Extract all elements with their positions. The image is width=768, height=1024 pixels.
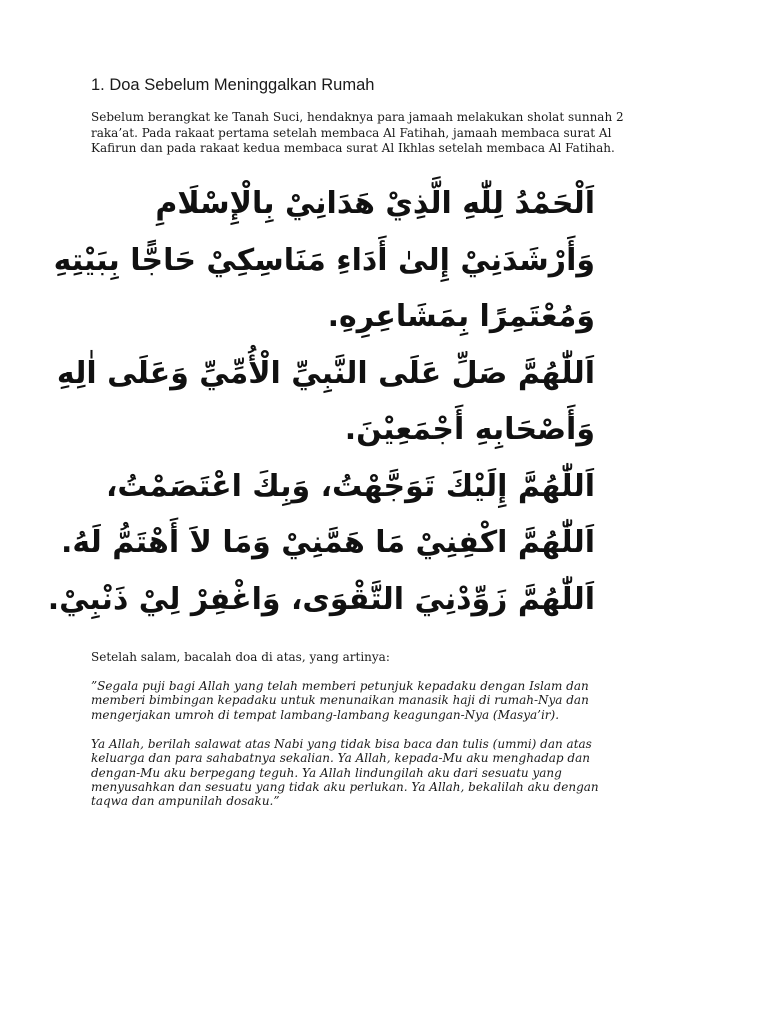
arabic-prayer-line: وَمُعْتَمِرًا بِمَشَاعِرِهِ. [327, 299, 595, 334]
arabic-prayer-line: اَلْحَمْدُ لِلّٰهِ الَّذِيْ هَدَانِيْ بِالْإِسْلَامِ [155, 186, 595, 221]
translation-line: keluarga dan para sahabatnya sekalian. Ya Allah, kepada-Mu aku menghadap dan [91, 751, 590, 766]
intro-line: raka’at. Pada rakaat pertama setelah membaca Al Fatihah, jamaah membaca surat Al [91, 125, 612, 140]
translation-line: menyusahkan dan sesuatu yang tidak aku perlukan. Ya Allah, bekalilah aku dengan [91, 779, 599, 794]
arabic-prayer-line: اَللّٰهُمَّ اكْفِنِيْ مَا هَمَّنِيْ وَمَا لاَ أَهْتَمُّ لَهُ. [60, 525, 595, 560]
translation-paragraph-1 [91, 679, 681, 722]
translation-line: Ya Allah, berilah salawat atas Nabi yang tidak bisa baca dan tulis (ummi) dan atas [91, 737, 592, 751]
translation-line: ”Segala puji bagi Allah yang telah memberi petunjuk kepadaku dengan Islam dan [91, 679, 589, 693]
translation-line: dengan-Mu aku berpegang teguh. Ya Allah lindungilah aku dari sesuatu yang [91, 765, 562, 780]
arabic-prayer-line: اَللّٰهُمَّ صَلِّ عَلَى النَّبِيِّ الْأُمِّيِّ وَعَلَى اٰلِهِ [56, 355, 595, 391]
arabic-prayer-line: وَأَصْحَابِهِ أَجْمَعِيْنَ. [344, 412, 595, 447]
translation-line: taqwa dan ampunilah dosaku.” [91, 794, 280, 809]
arabic-prayer-line: اَللّٰهُمَّ إِلَيْكَ تَوَجَّهْتُ، وَبِكَ اعْتَصَمْتُ، [106, 468, 595, 504]
translation-line: mengerjakan umroh di tempat lambang-lambang keagungan-Nya (Masya’ir). [91, 707, 560, 722]
translation-lead: Setelah salam, bacalah doa di atas, yang artinya: [91, 650, 390, 664]
intro-paragraph [91, 110, 671, 157]
translation-line: memberi bimbingan kepadaku untuk menunaikan manasik haji di rumah-Nya dan [91, 693, 589, 708]
translation-paragraph-2 [91, 737, 681, 808]
arabic-prayer-block [47, 176, 595, 628]
section-heading: 1. Doa Sebelum Meninggalkan Rumah [91, 76, 375, 94]
intro-line: Sebelum berangkat ke Tanah Suci, hendaknya para jamaah melakukan sholat sunnah 2 [91, 110, 624, 124]
arabic-prayer-line: وَأَرْشَدَنِيْ إِلىٰ أَدَاءِ مَنَاسِكِيْ حَاجًّا بِبَيْتِهِ [53, 242, 595, 278]
intro-line: Kafirun dan pada rakaat kedua membaca surat Al Ikhlas setelah membaca Al Fatihah. [91, 141, 615, 155]
arabic-prayer-line: اَللّٰهُمَّ زَوِّدْنِيَ التَّقْوَى، وَاغْفِرْ لِيْ ذَنْبِيْ. [47, 581, 595, 617]
